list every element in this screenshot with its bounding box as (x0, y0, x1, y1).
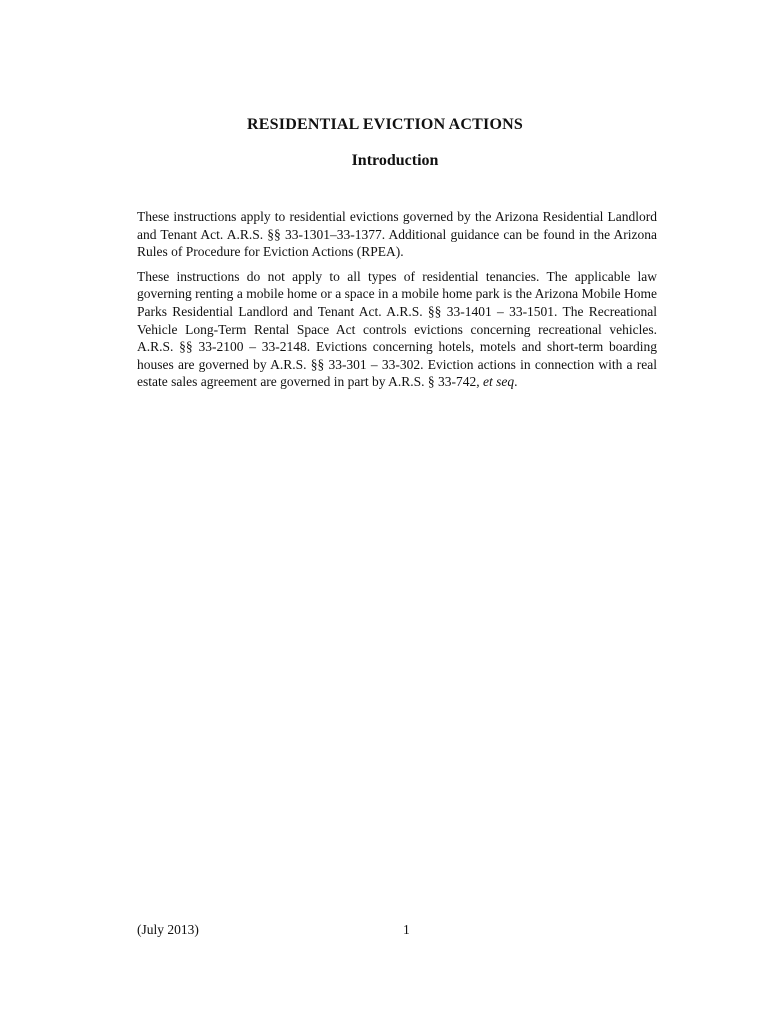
paragraph-2-end: . (514, 374, 518, 390)
page-title: RESIDENTIAL EVICTION ACTIONS (247, 116, 523, 133)
body-text (137, 208, 657, 398)
paragraph-1: These instructions apply to residential evictions governed by the Arizona Residential Landlord and Tenant Act. A.R.S. §§ 33-1301–33-1377. Additional guidance can be found in the Arizona Rules of Procedure for Eviction Actions (RPEA). (137, 209, 657, 260)
footer-date: (July 2013) (137, 922, 199, 937)
paragraph-2-text: These instructions do not apply to all types of residential tenancies. The applicable law governing renting a mobile home or a space in a mobile home park is the Arizona Mobile Home Parks Residential Landlord and Tenant Act. A.R.S. §§ 33-1401 – 33-1501. The Recreational Vehicle Long-Term Rental Space Act controls evictions concerning recreational vehicles. A.R.S. §§ 33-2100 – 33-2148. Evictions concerning hotels, motels and short-term boarding houses are governed by A.R.S. §§ 33-301 – 33-302. Eviction actions in connection with a real estate sales agreement are governed in part by A.R.S. § 33-742, (137, 268, 657, 390)
paragraph-2 (137, 268, 657, 391)
page-number: 1 (403, 922, 410, 937)
paragraph-2-italic: et seq (483, 374, 515, 390)
section-heading: Introduction (351, 152, 439, 169)
